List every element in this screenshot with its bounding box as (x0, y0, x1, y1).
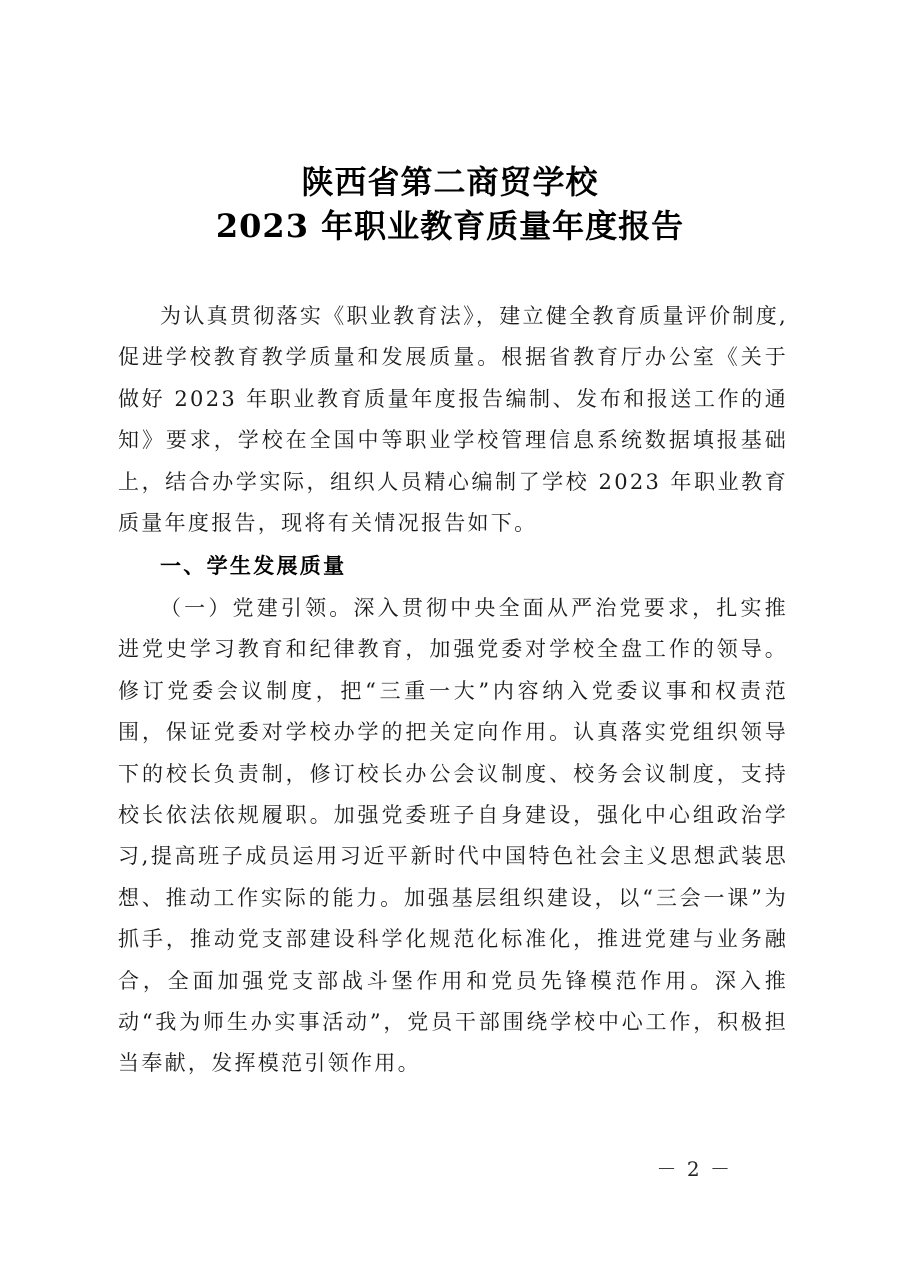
intro-paragraph: 为认真贯彻落实《职业教育法》，建立健全教育质量评价制度,促进学校教育教学质量和发展质量。根据省教育厅办公室《关于做好 2023 年职业教育质量年度报告编制、发布和报送工作的通知》要求，学校在全国中等职业学校管理信息系统数据填报基础上，结合办学实际，组织人员精心编制了学校 2023 年职业教育质量年度报告，现将有关情况报告如下。 (118, 304, 788, 536)
subsection-heading-party-building: （一）党建引领。 (160, 596, 354, 620)
document-title-line2: 2023 年职业教育质量年度报告 (215, 207, 685, 245)
document-title-line1: 陕西省第二商贸学校 (301, 163, 599, 201)
section-heading-student-development: 一、学生发展质量 (160, 554, 347, 578)
party-building-paragraph (118, 588, 788, 1085)
page-number: － 2 － (656, 1157, 732, 1181)
party-building-body: 深入贯彻中央全面从严治党要求，扎实推进党史学习教育和纪律教育，加强党委对学校全盘工作的领导。修订党委会议制度，把“三重一大”内容纳入党委议事和权责范围，保证党委对学校办学的把关定向作用。认真落实党组织领导下的校长负责制，修订校长办公会议制度、校务会议制度，支持校长依法依规履职。加强党委班子自身建设，强化中心组政治学习,提高班子成员运用习近平新时代中国特色社会主义思想武装思想、推动工作实际的能力。加强基层组织建设，以“三会一课”为抓手，推动党支部建设科学化规范化标准化，推进党建与业务融合，全面加强党支部战斗堡作用和党员先锋模范作用。深入推动“我为师生办实事活动”，党员干部围绕学校中心工作，积极担当奉献，发挥模范引领作用。 (118, 596, 788, 1076)
intro-block (118, 296, 788, 544)
party-building-block (118, 588, 788, 1085)
